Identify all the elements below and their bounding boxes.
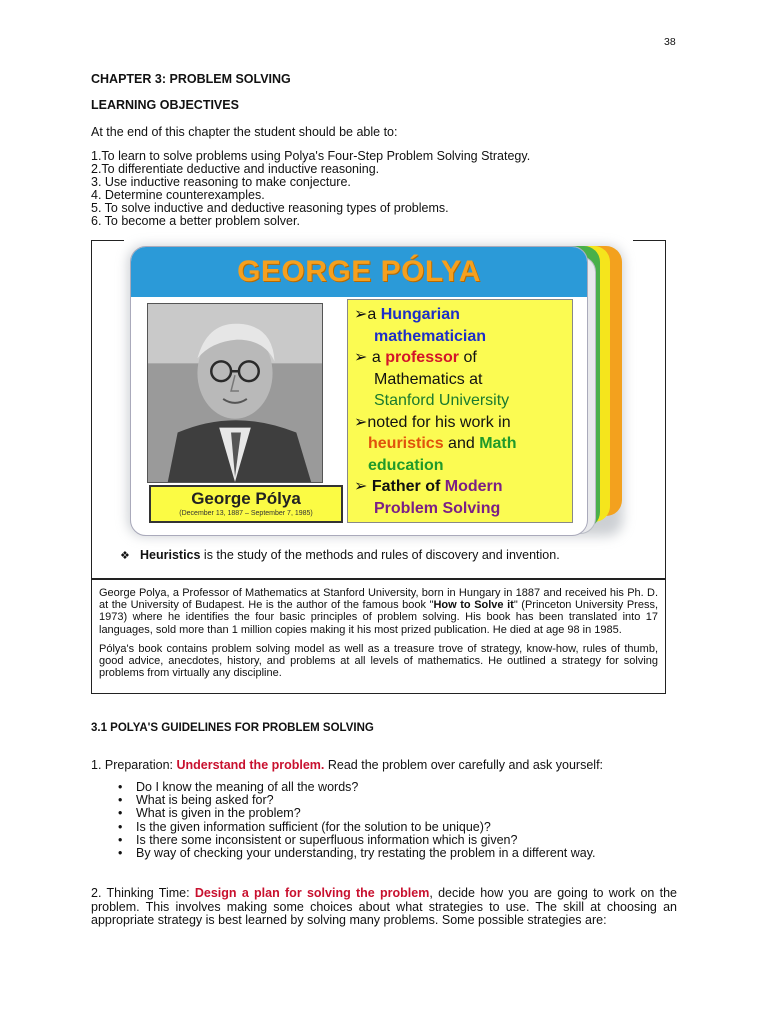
- poster-title: GEORGE PÓLYA: [237, 255, 481, 288]
- fact-math: Math: [479, 435, 517, 452]
- list-item: • Is the given information sufficient (for the solution to be unique)?: [118, 821, 596, 834]
- question-list: [118, 781, 596, 860]
- list-item: • Is there some inconsistent or superfluous information which is given?: [118, 834, 596, 847]
- step-thinking-time: 2. Thinking Time: Design a plan for solving the problem, decide how you are going to work on the problem. This involves making some choices about what strategies to use. The skill at choosing an appropriate strategy is best learned by solving many problems. Some possible strategies are:: [91, 886, 677, 927]
- section-heading: 3.1 POLYA'S GUIDELINES FOR PROBLEM SOLVING: [91, 722, 374, 734]
- fact-line: ➢a Hungarian: [354, 306, 460, 323]
- heuristics-term: Heuristics: [140, 548, 201, 562]
- step-preparation: 1. Preparation: Understand the problem. Read the problem over carefully and ask yourself:: [91, 758, 604, 772]
- objective-item: 4. Determine counterexamples.: [91, 188, 265, 202]
- fact-professor: professor: [385, 349, 459, 366]
- fact-mathematics-at: Mathematics at: [374, 370, 483, 388]
- facts-box: [347, 299, 573, 523]
- biography-box: [91, 579, 666, 694]
- heuristics-definition: [120, 548, 560, 562]
- objective-item: 2.To differentiate deductive and inductive reasoning.: [91, 162, 380, 176]
- fact-problem-solving: Problem Solving: [374, 499, 501, 517]
- frame-top-right-rule: [633, 240, 665, 241]
- name-plate-name: George Pólya: [191, 489, 301, 508]
- george-polya-poster: [130, 246, 588, 536]
- fact-line: heuristics and Math: [368, 435, 517, 452]
- objective-item: 6. To become a better problem solver.: [91, 214, 300, 228]
- chapter-title: CHAPTER 3: PROBLEM SOLVING: [91, 72, 291, 86]
- fact-line: [354, 390, 566, 412]
- objective-item: 5. To solve inductive and deductive reasoning types of problems.: [91, 201, 449, 215]
- page-number: 38: [664, 36, 676, 48]
- frame-top-left-rule: [92, 240, 124, 241]
- fact-line: [354, 476, 566, 498]
- list-item: • Do I know the meaning of all the words?: [118, 781, 596, 794]
- step-highlight: Design a plan for solving the problem: [194, 886, 430, 900]
- list-item: • What is being asked for?: [118, 794, 596, 807]
- fact-line: [354, 369, 566, 391]
- fact-line: ➢ a professor of: [354, 349, 477, 366]
- objective-item: 1.To learn to solve problems using Polya's Four-Step Problem Solving Strategy.: [91, 149, 531, 163]
- fact-line: [354, 412, 566, 434]
- fact-heuristics: heuristics: [368, 435, 444, 452]
- bio-paragraph: George Polya, a Professor of Mathematics at Stanford University, born in Hungary in 1887 and received his Ph. D. at the University of Budapest. He is the author of the famous book "How to Solve it" (Princeton University Press, 1973) where he identifies the four basic principles of problem solving. His book has been translated into 17 languages, sold more than 1 million copies making it his most prized publication. He died at age 98 in 1985.: [99, 587, 658, 636]
- list-item: • What is given in the problem?: [118, 807, 596, 820]
- fact-mathematician: mathematician: [374, 327, 487, 345]
- list-item: • By way of checking your understanding, try restating the problem in a different way.: [118, 847, 596, 860]
- book-title: How to Solve it: [433, 599, 514, 612]
- fact-line: [354, 498, 566, 520]
- name-plate: [149, 485, 343, 523]
- heuristics-definition-text: is the study of the methods and rules of discovery and invention.: [200, 548, 560, 562]
- fact-father-of: Father of: [371, 478, 445, 495]
- fact-stanford: Stanford University: [374, 392, 510, 409]
- portrait-photo: [147, 303, 323, 483]
- objective-item: 3. Use inductive reasoning to make conjecture.: [91, 175, 351, 189]
- fact-education: education: [368, 456, 444, 474]
- objectives-list: [91, 150, 530, 228]
- fact-modern: Modern: [444, 478, 503, 495]
- objectives-intro: At the end of this chapter the student should be able to:: [91, 125, 398, 139]
- name-plate-dates: (December 13, 1887 – September 7, 1985): [179, 510, 313, 517]
- fact-hungarian: Hungarian: [380, 306, 460, 323]
- arrow-bullet-icon: ➢: [354, 306, 368, 323]
- arrow-bullet-icon: ➢: [354, 413, 368, 431]
- step-highlight: Understand the problem.: [176, 758, 325, 772]
- arrow-bullet-icon: ➢: [354, 349, 368, 366]
- fact-line: [354, 326, 566, 348]
- fact-line: [354, 455, 566, 477]
- diamond-bullet-icon: ❖: [120, 550, 130, 562]
- objectives-heading: LEARNING OBJECTIVES: [91, 98, 239, 112]
- arrow-bullet-icon: ➢: [354, 478, 368, 495]
- bio-paragraph: Pólya's book contains problem solving model as well as a treasure trove of strategy, know-how, rules of thumb, good advice, anecdotes, history, and problems at all levels of mathematics. He outlined a strategy for solving problems from virtually any discipline.: [99, 642, 658, 680]
- portrait-illustration: [148, 304, 322, 482]
- fact-noted: noted for his work in: [367, 413, 511, 431]
